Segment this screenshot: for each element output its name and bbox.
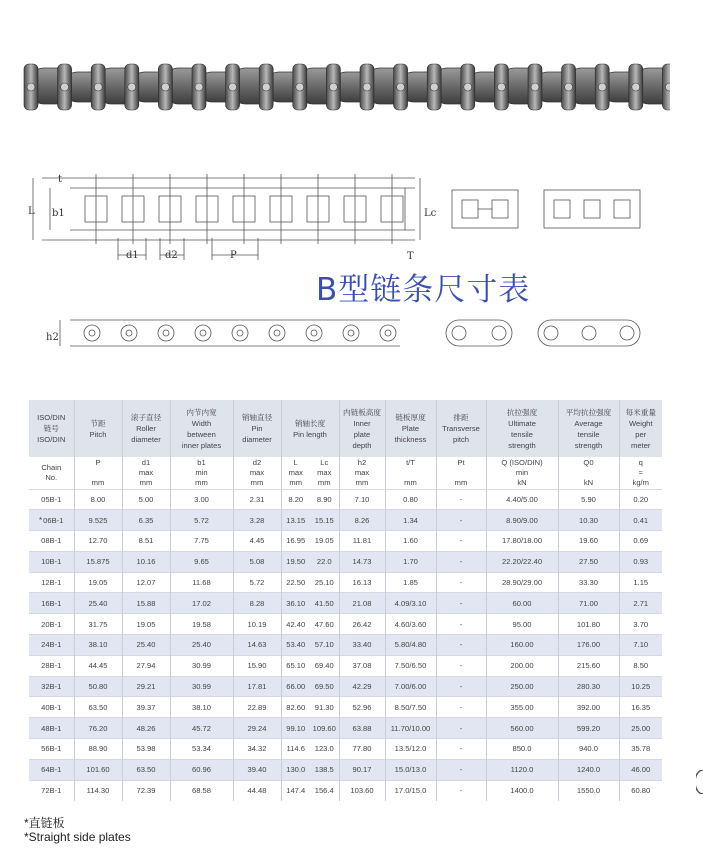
star-marker: * <box>39 515 43 525</box>
table-row <box>29 531 662 552</box>
table-cell: 599.20 <box>558 718 619 739</box>
table-cell: 560.00 <box>486 718 558 739</box>
column-header: 滚子直径 Roller diameter <box>122 400 170 457</box>
table-cell: 47.60 <box>310 614 339 635</box>
table-cell: 8.51 <box>122 531 170 552</box>
table-cell: 25.40 <box>170 635 233 656</box>
column-subheader: b1 min mm <box>170 457 233 489</box>
table-cell: 1400.0 <box>486 780 558 801</box>
technical-drawings <box>0 150 703 360</box>
table-cell: 44.45 <box>74 655 122 676</box>
table-cell: 32B-1 <box>29 676 74 697</box>
table-cell: 63.50 <box>74 697 122 718</box>
table-cell: 19.50 <box>281 551 310 572</box>
table-cell: 63.50 <box>122 759 170 780</box>
table-cell: 88.90 <box>74 739 122 760</box>
table-row <box>29 635 662 656</box>
column-subheader: d2 max mm <box>233 457 281 489</box>
table-row <box>29 739 662 760</box>
footnote-cn: *直链板 <box>24 816 65 830</box>
column-header: 销轴长度 Pin length <box>281 400 339 457</box>
table-cell: 38.10 <box>170 697 233 718</box>
column-subheader: q ≈ kg/m <box>619 457 662 489</box>
table-cell: 8.90 <box>310 489 339 510</box>
table-cell: 114.30 <box>74 780 122 801</box>
table-cell: *06B-1 <box>29 510 74 531</box>
table-cell: 1.60 <box>385 531 436 552</box>
column-subheader: P mm <box>74 457 122 489</box>
table-cell: 2.71 <box>619 593 662 614</box>
table-cell: 25.40 <box>122 635 170 656</box>
table-cell: 200.00 <box>486 655 558 676</box>
table-cell: 27.50 <box>558 551 619 572</box>
table-cell: 6.35 <box>122 510 170 531</box>
table-cell: 38.10 <box>74 635 122 656</box>
table-cell: 42.40 <box>281 614 310 635</box>
table-cell: 40B-1 <box>29 697 74 718</box>
table-cell: 53.40 <box>281 635 310 656</box>
column-header: 平均抗拉强度 Average tensile strength <box>558 400 619 457</box>
column-subheader: Q (ISO/DIN) min kN <box>486 457 558 489</box>
table-cell: 101.60 <box>74 759 122 780</box>
table-cell: - <box>436 572 486 593</box>
table-cell: 56B-1 <box>29 739 74 760</box>
table-row <box>29 572 662 593</box>
table-cell: 103.60 <box>339 780 385 801</box>
table-cell: 60.00 <box>486 593 558 614</box>
table-cell: 72.39 <box>122 780 170 801</box>
table-cell: 13.5/12.0 <box>385 739 436 760</box>
column-header: 节距 Pitch <box>74 400 122 457</box>
table-cell: 91.30 <box>310 697 339 718</box>
table-cell: 71.00 <box>558 593 619 614</box>
table-cell: 28B-1 <box>29 655 74 676</box>
table-cell: 25.10 <box>310 572 339 593</box>
table-cell: 48B-1 <box>29 718 74 739</box>
table-cell: 1550.0 <box>558 780 619 801</box>
table-cell: - <box>436 697 486 718</box>
table-cell: 19.05 <box>74 572 122 593</box>
table-cell: 15.875 <box>74 551 122 572</box>
table-cell: - <box>436 531 486 552</box>
table-cell: 17.80/18.00 <box>486 531 558 552</box>
table-cell: 44.48 <box>233 780 281 801</box>
table-cell: 8.00 <box>74 489 122 510</box>
table-cell: 940.0 <box>558 739 619 760</box>
column-header: 链板厚度 Plate thickness <box>385 400 436 457</box>
chain-photo <box>22 58 670 118</box>
table-cell: 45.72 <box>170 718 233 739</box>
table-cell: 53.34 <box>170 739 233 760</box>
table-cell: 0.93 <box>619 551 662 572</box>
table-cell: - <box>436 489 486 510</box>
column-header: 销轴直径 Pin diameter <box>233 400 281 457</box>
table-cell: - <box>436 759 486 780</box>
table-cell: 10.25 <box>619 676 662 697</box>
table-cell: 39.37 <box>122 697 170 718</box>
table-cell: 8.50/7.50 <box>385 697 436 718</box>
table-cell: 16.35 <box>619 697 662 718</box>
edge-decoration <box>696 770 703 794</box>
table-cell: 4.60/3.60 <box>385 614 436 635</box>
table-cell: 21.08 <box>339 593 385 614</box>
column-subheader: L max mm <box>281 457 310 489</box>
table-cell: 11.68 <box>170 572 233 593</box>
subheader-row <box>29 457 662 489</box>
table-cell: - <box>436 780 486 801</box>
table-cell: 41.50 <box>310 593 339 614</box>
column-subheader: Lc max mm <box>317 457 332 487</box>
table-cell: 68.58 <box>170 780 233 801</box>
table-cell: 147.4 <box>281 780 310 801</box>
table-cell: 66.00 <box>281 676 310 697</box>
table-cell: 5.72 <box>233 572 281 593</box>
label-T: T <box>407 251 414 262</box>
table-cell: 05B-1 <box>29 489 74 510</box>
table-cell: 7.10 <box>339 489 385 510</box>
table-cell: 17.02 <box>170 593 233 614</box>
table-cell: 101.80 <box>558 614 619 635</box>
table-cell: 7.75 <box>170 531 233 552</box>
table-cell: 20B-1 <box>29 614 74 635</box>
table-cell: 9.65 <box>170 551 233 572</box>
table-cell: - <box>436 614 486 635</box>
column-subheader: Pt mm <box>436 457 486 489</box>
table-cell: 3.70 <box>619 614 662 635</box>
table-cell: 355.00 <box>486 697 558 718</box>
table-cell: 36.10 <box>281 593 310 614</box>
table-cell: 0.69 <box>619 531 662 552</box>
table-cell: 0.41 <box>619 510 662 531</box>
table-cell: - <box>436 676 486 697</box>
table-cell: 280.30 <box>558 676 619 697</box>
table-cell: 19.05 <box>310 531 339 552</box>
table-cell: 37.08 <box>339 655 385 676</box>
table-cell: 46.00 <box>619 759 662 780</box>
table-cell: 2.31 <box>233 489 281 510</box>
table-cell: 50.80 <box>74 676 122 697</box>
table-cell: 19.05 <box>122 614 170 635</box>
label-d1: d1 <box>126 250 139 261</box>
table-cell: 16.95 <box>281 531 310 552</box>
table-cell: 12.70 <box>74 531 122 552</box>
table-cell: 15.88 <box>122 593 170 614</box>
table-cell: 215.60 <box>558 655 619 676</box>
table-cell: 69.50 <box>310 676 339 697</box>
footnote <box>24 816 131 844</box>
table-row <box>29 655 662 676</box>
label-Lc: Lc <box>424 208 437 219</box>
column-header: 抗拉强度 Ultimate tensile strength <box>486 400 558 457</box>
column-header: 每米重量 Weight per meter <box>619 400 662 457</box>
table-cell: 65.10 <box>281 655 310 676</box>
table-cell: 42.29 <box>339 676 385 697</box>
table-cell: 33.40 <box>339 635 385 656</box>
table-cell: 1.70 <box>385 551 436 572</box>
table-cell: 1120.0 <box>486 759 558 780</box>
table-cell: - <box>436 551 486 572</box>
table-cell: 4.40/5.00 <box>486 489 558 510</box>
table-cell: 130.0 <box>281 759 310 780</box>
table-cell: - <box>436 510 486 531</box>
table-cell: 33.30 <box>558 572 619 593</box>
column-subheader: t/T mm <box>385 457 436 489</box>
table-cell: 53.98 <box>122 739 170 760</box>
column-header: 内链板高度 Inner plate depth <box>339 400 385 457</box>
table-cell: 72B-1 <box>29 780 74 801</box>
table-cell: 63.88 <box>339 718 385 739</box>
table-cell: 34.32 <box>233 739 281 760</box>
table-cell: 0.80 <box>385 489 436 510</box>
table-cell: 31.75 <box>74 614 122 635</box>
table-row <box>29 593 662 614</box>
table-cell: 5.00 <box>122 489 170 510</box>
table-cell: 77.80 <box>339 739 385 760</box>
table-row <box>29 697 662 718</box>
table-cell: - <box>436 635 486 656</box>
table-cell: 5.80/4.80 <box>385 635 436 656</box>
table-cell: 8.28 <box>233 593 281 614</box>
table-cell: 10.30 <box>558 510 619 531</box>
table-cell: 176.00 <box>558 635 619 656</box>
table-cell: 19.60 <box>558 531 619 552</box>
table-cell: 3.28 <box>233 510 281 531</box>
table-cell: 7.50/6.50 <box>385 655 436 676</box>
table-cell: 156.4 <box>310 780 339 801</box>
table-cell: 22.50 <box>281 572 310 593</box>
table-row <box>29 614 662 635</box>
table-row <box>29 510 662 531</box>
table-cell: 8.26 <box>339 510 385 531</box>
label-t: t <box>58 174 63 185</box>
table-cell: 4.09/3.10 <box>385 593 436 614</box>
table-row <box>29 718 662 739</box>
table-cell: 30.99 <box>170 655 233 676</box>
table-cell: 1.34 <box>385 510 436 531</box>
table-cell: 10.16 <box>122 551 170 572</box>
table-cell: 8.20 <box>281 489 310 510</box>
table-cell: - <box>436 655 486 676</box>
column-subheader: h2 max mm <box>339 457 385 489</box>
table-cell: 17.81 <box>233 676 281 697</box>
table-row <box>29 780 662 801</box>
table-cell: 850.0 <box>486 739 558 760</box>
table-cell: 95.00 <box>486 614 558 635</box>
table-cell: 27.94 <box>122 655 170 676</box>
column-subheader: Chain No. <box>41 462 62 482</box>
table-cell: 7.10 <box>619 635 662 656</box>
table-cell: 1.85 <box>385 572 436 593</box>
table-cell: 17.0/15.0 <box>385 780 436 801</box>
table-cell: - <box>436 593 486 614</box>
table-cell: 57.10 <box>310 635 339 656</box>
column-subheader: d1 max mm <box>122 457 170 489</box>
page-title: B型链条尺寸表 <box>316 272 531 308</box>
table-cell: 7.00/6.00 <box>385 676 436 697</box>
table-cell: 24B-1 <box>29 635 74 656</box>
column-header: 排距 Transverse pitch <box>436 400 486 457</box>
table-cell: 14.73 <box>339 551 385 572</box>
column-subheader: Q0 kN <box>558 457 619 489</box>
table-cell: 39.40 <box>233 759 281 780</box>
column-header: ISO/DIN 链号 ISO/DIN <box>37 413 66 444</box>
table-cell: 16B-1 <box>29 593 74 614</box>
table-cell: 90.17 <box>339 759 385 780</box>
table-cell: 60.96 <box>170 759 233 780</box>
table-cell: 22.20/22.40 <box>486 551 558 572</box>
table-cell: 22.89 <box>233 697 281 718</box>
table-cell: 52.96 <box>339 697 385 718</box>
table-cell: 16.13 <box>339 572 385 593</box>
table-cell: 10B-1 <box>29 551 74 572</box>
table-cell: 28.90/29.00 <box>486 572 558 593</box>
table-row <box>29 551 662 572</box>
table-cell: 82.60 <box>281 697 310 718</box>
table-cell: 0.20 <box>619 489 662 510</box>
table-cell: 19.58 <box>170 614 233 635</box>
table-cell: 11.81 <box>339 531 385 552</box>
table-cell: 1.15 <box>619 572 662 593</box>
table-cell: 10.19 <box>233 614 281 635</box>
table-cell: 5.90 <box>558 489 619 510</box>
table-cell: 29.21 <box>122 676 170 697</box>
table-cell: 13.15 <box>281 510 310 531</box>
table-row <box>29 676 662 697</box>
table-cell: 8.90/9.00 <box>486 510 558 531</box>
chain-spec-table <box>29 400 662 801</box>
table-cell: 22.0 <box>310 551 339 572</box>
table-cell: 12B-1 <box>29 572 74 593</box>
table-cell: 14.63 <box>233 635 281 656</box>
table-cell: 5.08 <box>233 551 281 572</box>
table-cell: 60.80 <box>619 780 662 801</box>
label-b1: b1 <box>52 208 65 219</box>
table-cell: 3.00 <box>170 489 233 510</box>
table-cell: 15.0/13.0 <box>385 759 436 780</box>
label-P: P <box>230 250 237 261</box>
table-cell: 160.00 <box>486 635 558 656</box>
table-cell: 25.00 <box>619 718 662 739</box>
table-cell: 25.40 <box>74 593 122 614</box>
table-cell: 64B-1 <box>29 759 74 780</box>
table-cell: 26.42 <box>339 614 385 635</box>
header-row <box>29 400 662 457</box>
table-cell: 109.60 <box>310 718 339 739</box>
table-cell: 8.50 <box>619 655 662 676</box>
table-cell: 9.525 <box>74 510 122 531</box>
table-cell: 123.0 <box>310 739 339 760</box>
label-L: L <box>28 206 35 217</box>
table-cell: 4.45 <box>233 531 281 552</box>
table-row <box>29 489 662 510</box>
table-cell: 15.15 <box>310 510 339 531</box>
table-cell: 35.78 <box>619 739 662 760</box>
table-cell: 48.26 <box>122 718 170 739</box>
table-cell: - <box>436 718 486 739</box>
column-header: 内节内宽 Width between inner plates <box>170 400 233 457</box>
table-row <box>29 759 662 780</box>
table-cell: 76.20 <box>74 718 122 739</box>
table-cell: 114.6 <box>281 739 310 760</box>
table-cell: 250.00 <box>486 676 558 697</box>
label-h2: h2 <box>46 332 59 343</box>
table-cell: 29.24 <box>233 718 281 739</box>
table-cell: 12.07 <box>122 572 170 593</box>
label-d2: d2 <box>165 250 178 261</box>
table-cell: 99.10 <box>281 718 310 739</box>
table-cell: 15.90 <box>233 655 281 676</box>
footnote-en: *Straight side plates <box>24 830 131 844</box>
table-cell: 11.70/10.00 <box>385 718 436 739</box>
table-cell: - <box>436 739 486 760</box>
table-cell: 392.00 <box>558 697 619 718</box>
table-cell: 08B-1 <box>29 531 74 552</box>
table-cell: 1240.0 <box>558 759 619 780</box>
table-cell: 5.72 <box>170 510 233 531</box>
table-cell: 138.5 <box>310 759 339 780</box>
table-cell: 69.40 <box>310 655 339 676</box>
table-cell: 30.99 <box>170 676 233 697</box>
